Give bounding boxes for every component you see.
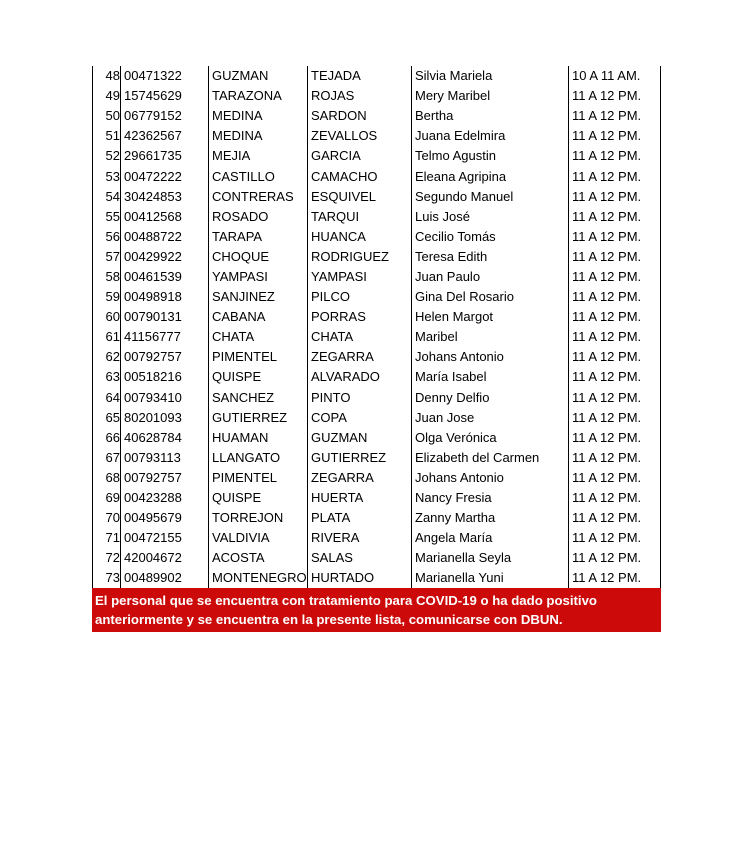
first-surname-cell: PIMENTEL: [209, 347, 308, 367]
table-row: [93, 247, 661, 267]
dni-cell: 42004672: [121, 548, 209, 568]
schedule-cell: 11 A 12 PM.: [569, 307, 661, 327]
notice-line-2: anteriormente y se encuentra en la presente lista, comunicarse con DBUN.: [95, 612, 563, 628]
first-surname-cell: CABANA: [209, 307, 308, 327]
given-names-cell: Cecilio Tomás: [412, 227, 569, 247]
schedule-cell: 11 A 12 PM.: [569, 146, 661, 166]
given-names-cell: Olga Verónica: [412, 428, 569, 448]
given-names-cell: Angela María: [412, 528, 569, 548]
second-surname-cell: PINTO: [308, 388, 412, 408]
second-surname-cell: HUANCA: [308, 227, 412, 247]
table-row: [93, 327, 661, 347]
first-surname-cell: QUISPE: [209, 367, 308, 387]
first-surname-cell: CHOQUE: [209, 247, 308, 267]
first-surname-cell: VALDIVIA: [209, 528, 308, 548]
table-row: [93, 106, 661, 126]
second-surname-cell: ESQUIVEL: [308, 187, 412, 207]
table-row: [93, 408, 661, 428]
second-surname-cell: ZEVALLOS: [308, 126, 412, 146]
dni-cell: 00423288: [121, 488, 209, 508]
table-row: [93, 126, 661, 146]
row-number: 57: [93, 247, 121, 267]
dni-cell: 80201093: [121, 408, 209, 428]
schedule-cell: 11 A 12 PM.: [569, 468, 661, 488]
table-row: [93, 488, 661, 508]
schedule-cell: 11 A 12 PM.: [569, 106, 661, 126]
given-names-cell: Juana Edelmira: [412, 126, 569, 146]
given-names-cell: Segundo Manuel: [412, 187, 569, 207]
given-names-cell: Maribel: [412, 327, 569, 347]
second-surname-cell: CAMACHO: [308, 166, 412, 186]
schedule-cell: 11 A 12 PM.: [569, 528, 661, 548]
schedule-cell: 11 A 12 PM.: [569, 367, 661, 387]
given-names-cell: Nancy Fresia: [412, 488, 569, 508]
given-names-cell: Telmo Agustin: [412, 146, 569, 166]
second-surname-cell: PILCO: [308, 287, 412, 307]
dni-cell: 00488722: [121, 227, 209, 247]
table-row: [93, 207, 661, 227]
table-row: [93, 146, 661, 166]
dni-cell: 00472155: [121, 528, 209, 548]
second-surname-cell: YAMPASI: [308, 267, 412, 287]
schedule-cell: 11 A 12 PM.: [569, 126, 661, 146]
first-surname-cell: TORREJON: [209, 508, 308, 528]
dni-cell: 00498918: [121, 287, 209, 307]
first-surname-cell: YAMPASI: [209, 267, 308, 287]
schedule-cell: 11 A 12 PM.: [569, 568, 661, 588]
second-surname-cell: HURTADO: [308, 568, 412, 588]
notice-line-1: El personal que se encuentra con tratamiento para COVID-19 o ha dado positivo: [95, 593, 597, 609]
schedule-cell: 11 A 12 PM.: [569, 488, 661, 508]
given-names-cell: Juan Paulo: [412, 267, 569, 287]
first-surname-cell: MEJIA: [209, 146, 308, 166]
second-surname-cell: ZEGARRA: [308, 468, 412, 488]
row-number: 54: [93, 187, 121, 207]
table-row: [93, 508, 661, 528]
schedule-cell: 11 A 12 PM.: [569, 267, 661, 287]
row-number: 66: [93, 428, 121, 448]
schedule-cell: 11 A 12 PM.: [569, 548, 661, 568]
table-row: [93, 187, 661, 207]
second-surname-cell: ROJAS: [308, 86, 412, 106]
first-surname-cell: SANJINEZ: [209, 287, 308, 307]
second-surname-cell: PLATA: [308, 508, 412, 528]
dni-cell: 00472222: [121, 166, 209, 186]
dni-cell: 40628784: [121, 428, 209, 448]
first-surname-cell: SANCHEZ: [209, 388, 308, 408]
first-surname-cell: CONTRERAS: [209, 187, 308, 207]
dni-cell: 15745629: [121, 86, 209, 106]
row-number: 59: [93, 287, 121, 307]
first-surname-cell: TARAZONA: [209, 86, 308, 106]
row-number: 71: [93, 528, 121, 548]
table-row: [93, 568, 661, 588]
dni-cell: 00461539: [121, 267, 209, 287]
dni-cell: 00429922: [121, 247, 209, 267]
table-row: [93, 468, 661, 488]
second-surname-cell: GARCIA: [308, 146, 412, 166]
row-number: 64: [93, 388, 121, 408]
row-number: 60: [93, 307, 121, 327]
first-surname-cell: ROSADO: [209, 207, 308, 227]
dni-cell: 41156777: [121, 327, 209, 347]
dni-cell: 00518216: [121, 367, 209, 387]
first-surname-cell: MONTENEGRO: [209, 568, 308, 588]
second-surname-cell: GUTIERREZ: [308, 448, 412, 468]
row-number: 69: [93, 488, 121, 508]
dni-cell: 00495679: [121, 508, 209, 528]
second-surname-cell: HUERTA: [308, 488, 412, 508]
second-surname-cell: GUZMAN: [308, 428, 412, 448]
second-surname-cell: COPA: [308, 408, 412, 428]
given-names-cell: María Isabel: [412, 367, 569, 387]
dni-cell: 00471322: [121, 66, 209, 86]
table-row: [93, 548, 661, 568]
row-number: 73: [93, 568, 121, 588]
schedule-cell: 11 A 12 PM.: [569, 207, 661, 227]
first-surname-cell: MEDINA: [209, 126, 308, 146]
second-surname-cell: SARDON: [308, 106, 412, 126]
row-number: 50: [93, 106, 121, 126]
first-surname-cell: LLANGATO: [209, 448, 308, 468]
given-names-cell: Juan Jose: [412, 408, 569, 428]
dni-cell: 00792757: [121, 468, 209, 488]
given-names-cell: Marianella Seyla: [412, 548, 569, 568]
row-number: 67: [93, 448, 121, 468]
second-surname-cell: ALVARADO: [308, 367, 412, 387]
covid-notice-banner: [92, 588, 661, 632]
given-names-cell: Teresa Edith: [412, 247, 569, 267]
given-names-cell: Zanny Martha: [412, 508, 569, 528]
schedule-cell: 10 A 11 AM.: [569, 66, 661, 86]
dni-cell: 00793410: [121, 388, 209, 408]
row-number: 63: [93, 367, 121, 387]
row-number: 61: [93, 327, 121, 347]
schedule-cell: 11 A 12 PM.: [569, 347, 661, 367]
schedule-cell: 11 A 12 PM.: [569, 388, 661, 408]
schedule-cell: 11 A 12 PM.: [569, 408, 661, 428]
given-names-cell: Mery Maribel: [412, 86, 569, 106]
row-number: 48: [93, 66, 121, 86]
table-body: [93, 66, 661, 588]
second-surname-cell: TARQUI: [308, 207, 412, 227]
first-surname-cell: TARAPA: [209, 227, 308, 247]
table-row: [93, 347, 661, 367]
row-number: 68: [93, 468, 121, 488]
table-row: [93, 307, 661, 327]
given-names-cell: Bertha: [412, 106, 569, 126]
table-row: [93, 86, 661, 106]
dni-cell: 30424853: [121, 187, 209, 207]
table-row: [93, 388, 661, 408]
row-number: 58: [93, 267, 121, 287]
dni-cell: 00412568: [121, 207, 209, 227]
document-page: [92, 66, 661, 632]
row-number: 51: [93, 126, 121, 146]
row-number: 56: [93, 227, 121, 247]
given-names-cell: Elizabeth del Carmen: [412, 448, 569, 468]
schedule-cell: 11 A 12 PM.: [569, 327, 661, 347]
table-row: [93, 267, 661, 287]
dni-cell: 29661735: [121, 146, 209, 166]
schedule-cell: 11 A 12 PM.: [569, 247, 661, 267]
dni-cell: 00489902: [121, 568, 209, 588]
row-number: 62: [93, 347, 121, 367]
given-names-cell: Silvia Mariela: [412, 66, 569, 86]
given-names-cell: Luis José: [412, 207, 569, 227]
given-names-cell: Gina Del Rosario: [412, 287, 569, 307]
dni-cell: 06779152: [121, 106, 209, 126]
given-names-cell: Helen Margot: [412, 307, 569, 327]
schedule-cell: 11 A 12 PM.: [569, 187, 661, 207]
personnel-schedule-table: [92, 66, 661, 588]
given-names-cell: Johans Antonio: [412, 468, 569, 488]
second-surname-cell: RODRIGUEZ: [308, 247, 412, 267]
second-surname-cell: PORRAS: [308, 307, 412, 327]
dni-cell: 00792757: [121, 347, 209, 367]
dni-cell: 00790131: [121, 307, 209, 327]
table-row: [93, 367, 661, 387]
table-row: [93, 227, 661, 247]
dni-cell: 42362567: [121, 126, 209, 146]
dni-cell: 00793113: [121, 448, 209, 468]
row-number: 55: [93, 207, 121, 227]
first-surname-cell: CHATA: [209, 327, 308, 347]
table-row: [93, 528, 661, 548]
row-number: 53: [93, 166, 121, 186]
first-surname-cell: CASTILLO: [209, 166, 308, 186]
second-surname-cell: CHATA: [308, 327, 412, 347]
schedule-cell: 11 A 12 PM.: [569, 287, 661, 307]
first-surname-cell: GUZMAN: [209, 66, 308, 86]
table-row: [93, 66, 661, 86]
table-row: [93, 448, 661, 468]
schedule-cell: 11 A 12 PM.: [569, 448, 661, 468]
schedule-cell: 11 A 12 PM.: [569, 86, 661, 106]
second-surname-cell: TEJADA: [308, 66, 412, 86]
table-row: [93, 287, 661, 307]
row-number: 65: [93, 408, 121, 428]
schedule-cell: 11 A 12 PM.: [569, 166, 661, 186]
first-surname-cell: QUISPE: [209, 488, 308, 508]
first-surname-cell: ACOSTA: [209, 548, 308, 568]
row-number: 70: [93, 508, 121, 528]
row-number: 72: [93, 548, 121, 568]
given-names-cell: Denny Delfio: [412, 388, 569, 408]
first-surname-cell: PIMENTEL: [209, 468, 308, 488]
table-row: [93, 428, 661, 448]
second-surname-cell: ZEGARRA: [308, 347, 412, 367]
given-names-cell: Johans Antonio: [412, 347, 569, 367]
schedule-cell: 11 A 12 PM.: [569, 227, 661, 247]
first-surname-cell: MEDINA: [209, 106, 308, 126]
given-names-cell: Marianella Yuni: [412, 568, 569, 588]
table-row: [93, 166, 661, 186]
schedule-cell: 11 A 12 PM.: [569, 428, 661, 448]
second-surname-cell: SALAS: [308, 548, 412, 568]
second-surname-cell: RIVERA: [308, 528, 412, 548]
first-surname-cell: HUAMAN: [209, 428, 308, 448]
row-number: 49: [93, 86, 121, 106]
given-names-cell: Eleana Agripina: [412, 166, 569, 186]
schedule-cell: 11 A 12 PM.: [569, 508, 661, 528]
first-surname-cell: GUTIERREZ: [209, 408, 308, 428]
row-number: 52: [93, 146, 121, 166]
